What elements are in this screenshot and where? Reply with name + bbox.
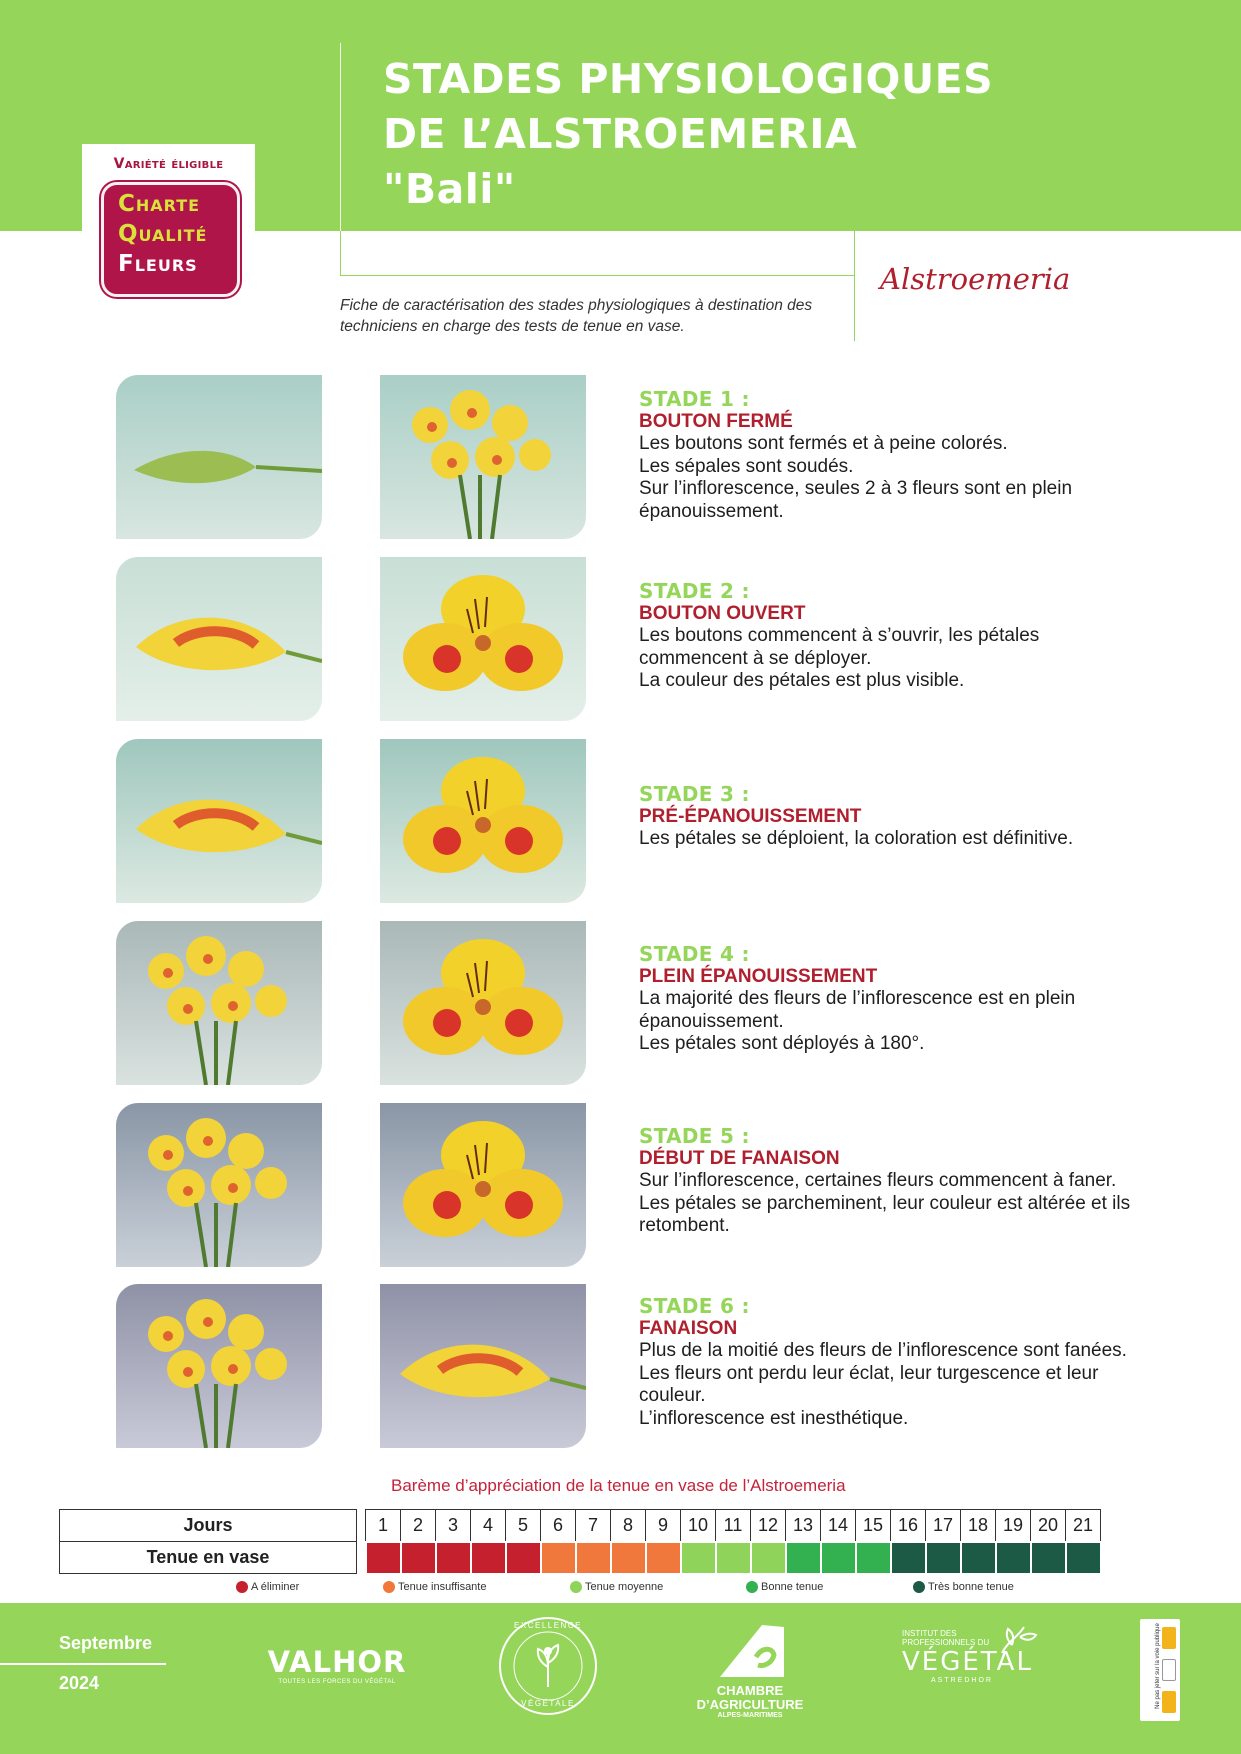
stage-photo-right [380,1103,586,1267]
recycling-icon [1162,1659,1176,1681]
vegetal-line: PROFESSIONNELS DU [902,1638,990,1647]
day-cell: 16 [891,1510,926,1542]
day-cell: 2 [401,1510,436,1542]
stage-photo-right [380,557,586,721]
legend-label: Tenue insuffisante [398,1581,487,1593]
spacer [357,1542,366,1574]
rating-swatch [1031,1542,1066,1574]
recycling-text: Ne pas jeter sur la voie publique [1155,1623,1161,1709]
legend-dot-icon [570,1581,582,1593]
chambre-agriculture-logo [690,1623,810,1719]
stage-description: Sur l’inflorescence, certaines fleurs commencent à faner. [639,1170,1117,1191]
stage-description: L’inflorescence est inesthétique. [639,1407,909,1429]
chambre-line: CHAMBRE [716,1683,784,1698]
seal-text-bottom: VÉGÉTALE [521,1699,575,1708]
title-line: DE L’ALSTROEMERIA [383,110,858,158]
stage-description: Les pétales sont déployés à 180°. [639,1033,925,1054]
valhor-wordmark: VALHOR [267,1645,407,1679]
rating-swatch [506,1542,541,1574]
stage-description: Les fleurs ont perdu leur éclat, leur turgescence et leur [639,1362,1099,1384]
valhor-tagline: TOUTES LES FORCES DU VÉGÉTAL [278,1679,396,1685]
stage-description: couleur. [639,1385,706,1406]
vegetal-wordmark: VÉGÉTAL [902,1647,1033,1677]
stage-photo-left [116,557,322,721]
page-title [383,52,1103,217]
stage-number: STADE 5 : [639,1124,750,1148]
stage-photo-left [116,1284,322,1448]
rating-swatch [926,1542,961,1574]
badge-eligible-label: Variété éligible [113,156,224,172]
leaf-icon [998,1623,1038,1655]
rating-swatch [891,1542,926,1574]
legend-dot-icon [746,1581,758,1593]
stage-name: FANAISON [639,1318,738,1339]
stage-photo-left [116,375,322,539]
excellence-vegetale-logo [497,1615,599,1717]
header-divider [340,231,341,276]
badge-word: Fleurs [118,251,198,277]
rating-swatch [366,1542,401,1574]
valhor-logo [262,1645,412,1685]
title-line: STADES PHYSIOLOGIQUES [383,55,994,103]
day-cell: 6 [541,1510,576,1542]
day-cell: 17 [926,1510,961,1542]
table-row [60,1510,1101,1542]
stage-description: Les boutons sont fermés et à peine colorés. [639,433,1008,454]
stage-block [639,388,1199,523]
day-cell: 14 [821,1510,856,1542]
stage-description: épanouissement. [639,500,784,522]
legend-label: A éliminer [251,1581,300,1593]
badge-logo [101,182,240,297]
legend-item [570,1581,663,1593]
rating-swatch [996,1542,1031,1574]
stage-photo-left [116,921,322,1085]
stage-description: La couleur des pétales est plus visible. [639,670,965,691]
legend-label: Tenue moyenne [585,1581,664,1593]
legend-label: Très bonne tenue [928,1581,1014,1593]
rating-swatch [471,1542,506,1574]
day-cell: 7 [576,1510,611,1542]
rating-swatch [1066,1542,1101,1574]
stage-photo-right [380,375,586,539]
stage-photo-right [380,739,586,903]
day-cell: 9 [646,1510,681,1542]
day-cell: 3 [436,1510,471,1542]
title-line: "Bali" [383,165,516,213]
row-label: Tenue en vase [60,1542,357,1574]
legend-item [913,1581,1014,1593]
day-cell: 21 [1066,1510,1101,1542]
legend-label: Bonne tenue [761,1581,824,1593]
day-cell: 20 [1031,1510,1066,1542]
intro-text: Fiche de caractérisation des stades physiologiques à destination des techniciens en charge des tests de tenue en vase. [340,297,813,335]
stage-photo-right [380,921,586,1085]
chambre-agriculture-icon [710,1623,790,1679]
stage-photo-right [380,1284,586,1448]
stage-name: BOUTON FERMÉ [639,411,793,432]
stage-description: Les boutons commencent à s’ouvrir, les pétales [639,625,1040,646]
stage-name: DÉBUT DE FANAISON [639,1148,840,1169]
day-cell: 10 [681,1510,716,1542]
chambre-line: D’AGRICULTURE [696,1697,804,1712]
day-cell: 8 [611,1510,646,1542]
rating-swatch [681,1542,716,1574]
stage-number: STADE 4 : [639,942,750,966]
day-cell: 1 [366,1510,401,1542]
charte-qualite-badge [82,144,255,303]
stage-name: PLEIN ÉPANOUISSEMENT [639,966,878,987]
stage-description: Les pétales se déploient, la coloration est définitive. [639,828,1074,849]
scale-title: Barème d’appréciation de la tenue en vase de l’Alstroemeria [391,1476,846,1495]
recycling-icon [1162,1691,1176,1713]
rating-swatch [646,1542,681,1574]
stage-description: La majorité des fleurs de l’inflorescence est en plein [639,988,1076,1009]
header-divider [340,275,855,276]
legend-item [236,1581,299,1593]
stage-name: PRÉ-ÉPANOUISSEMENT [639,806,862,827]
stage-description: retombent. [639,1215,730,1236]
institut-vegetal-logo [902,1629,1042,1684]
legend-item [383,1581,486,1593]
stage-description: Plus de la moitié des fleurs de l’inflorescence sont fanées. [639,1340,1127,1361]
species-name: Alstroemeria [880,262,1071,296]
day-cell: 5 [506,1510,541,1542]
stage-description: Sur l’inflorescence, seules 2 à 3 fleurs sont en plein [639,478,1073,499]
table-row [60,1542,1101,1574]
stage-block [639,943,1199,1056]
header-divider [854,231,855,341]
badge-word: Charte [118,191,201,217]
rating-swatch [611,1542,646,1574]
stage-name: BOUTON OUVERT [639,603,806,624]
day-cell: 13 [786,1510,821,1542]
legend-dot-icon [913,1581,925,1593]
day-cell: 19 [996,1510,1031,1542]
rating-swatch [436,1542,471,1574]
stage-description: épanouissement. [639,1010,784,1032]
date-divider [0,1663,166,1665]
vegetal-sub: ASTREDHOR [931,1677,993,1684]
triman-recycling-logo [1140,1619,1180,1721]
stage-description: Les sépales sont soudés. [639,455,854,477]
stage-number: STADE 3 : [639,782,750,806]
scale-legend [0,1581,1241,1597]
day-cell: 18 [961,1510,996,1542]
stage-number: STADE 6 : [639,1294,750,1318]
date-month: Septembre [59,1633,153,1653]
day-cell: 11 [716,1510,751,1542]
stage-photo-left [116,739,322,903]
vegetal-line: INSTITUT DES [902,1629,957,1638]
legend-item [746,1581,823,1593]
rating-swatch [576,1542,611,1574]
rating-swatch [786,1542,821,1574]
rating-swatch [541,1542,576,1574]
stage-block [639,783,1199,851]
stage-number: STADE 2 : [639,579,750,603]
day-cell: 12 [751,1510,786,1542]
legend-dot-icon [236,1581,248,1593]
stage-photo-left [116,1103,322,1267]
date-year: 2024 [59,1673,100,1693]
day-cell: 15 [856,1510,891,1542]
chambre-line: ALPES-MARITIMES [717,1712,783,1719]
row-label: Jours [60,1510,357,1542]
rating-swatch [716,1542,751,1574]
stage-description: Les pétales se parcheminent, leur couleur est altérée et ils [639,1192,1131,1214]
rating-swatch [856,1542,891,1574]
recycling-icon [1162,1627,1176,1649]
stage-description: commencent à se déployer. [639,647,872,669]
seal-text-top: EXCELLENCE [514,1621,582,1630]
rating-swatch [401,1542,436,1574]
stage-number: STADE 1 : [639,387,750,411]
rating-swatch [751,1542,786,1574]
badge-word: Qualité [118,221,208,247]
stage-block [639,580,1199,693]
spacer [357,1510,366,1542]
rating-swatch [821,1542,856,1574]
rating-swatch [961,1542,996,1574]
footer [0,1603,1241,1754]
stage-block [639,1125,1199,1238]
vase-life-table [59,1509,1102,1575]
legend-dot-icon [383,1581,395,1593]
stage-block [639,1295,1199,1430]
day-cell: 4 [471,1510,506,1542]
